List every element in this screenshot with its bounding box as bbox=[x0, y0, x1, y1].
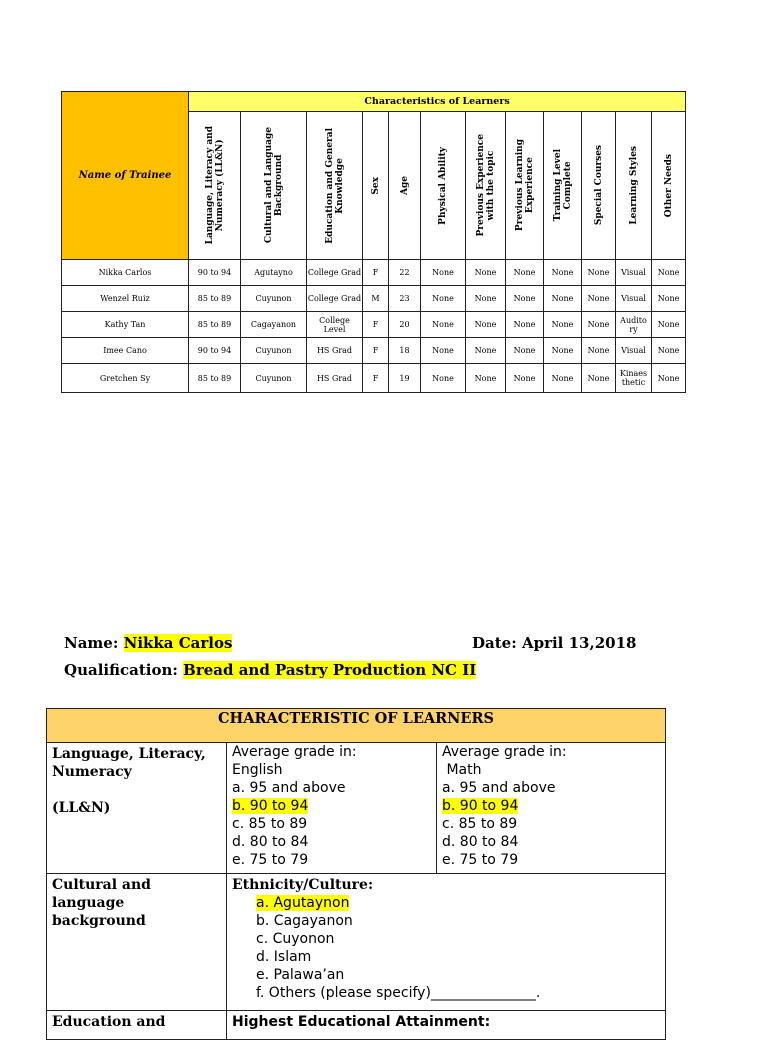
table-cell: F bbox=[363, 312, 389, 338]
table-cell: None bbox=[421, 286, 466, 312]
column-header-line: Previous Learning bbox=[514, 139, 525, 232]
option-item bbox=[232, 966, 660, 984]
column-header-line: Language, Literacy and bbox=[204, 126, 215, 245]
table-cell: HS Grad bbox=[307, 338, 363, 364]
table-cell: 90 to 94 bbox=[189, 260, 241, 286]
column-header bbox=[544, 112, 582, 260]
table-cell: None bbox=[652, 338, 686, 364]
column-header-line: Numeracy (LL&N) bbox=[214, 139, 225, 232]
qualification-line bbox=[64, 661, 476, 679]
table-cell: None bbox=[466, 286, 506, 312]
column-header bbox=[421, 112, 466, 260]
english-grade-options bbox=[227, 743, 437, 874]
table-cell: 20 bbox=[389, 312, 421, 338]
column-header bbox=[616, 112, 652, 260]
name-of-trainee-header: Name of Trainee bbox=[62, 92, 189, 260]
trainee-name-line bbox=[64, 634, 232, 652]
table-cell: None bbox=[544, 364, 582, 393]
culture-label-line: Cultural and bbox=[52, 877, 151, 893]
table-cell: Cuyunon bbox=[241, 338, 307, 364]
date-line: Date: April 13,2018 bbox=[472, 634, 637, 652]
characteristic-form-table bbox=[46, 708, 666, 1040]
table-cell: Cagayanon bbox=[241, 312, 307, 338]
table-cell: None bbox=[506, 286, 544, 312]
option-item bbox=[442, 851, 660, 869]
table-cell: 85 to 89 bbox=[189, 312, 241, 338]
table-cell: None bbox=[652, 286, 686, 312]
table-cell: 85 to 89 bbox=[189, 286, 241, 312]
characteristic-title: CHARACTERISTIC OF LEARNERS bbox=[47, 709, 666, 743]
option-text: e. 75 to 79 bbox=[442, 852, 519, 868]
education-label: Education and bbox=[47, 1011, 227, 1040]
table-cell: None bbox=[421, 312, 466, 338]
table-cell: 90 to 94 bbox=[189, 338, 241, 364]
table-cell: None bbox=[544, 338, 582, 364]
table-cell: None bbox=[421, 260, 466, 286]
culture-label bbox=[47, 874, 227, 1011]
lln-label-line: Language, Literacy, bbox=[52, 746, 206, 762]
table-cell: None bbox=[466, 312, 506, 338]
table-cell: None bbox=[582, 364, 616, 393]
trainee-name-cell: Gretchen Sy bbox=[62, 364, 189, 393]
option-text: e. 75 to 79 bbox=[232, 852, 309, 868]
table-cell: Kinaes thetic bbox=[616, 364, 652, 393]
lln-label-line bbox=[52, 781, 221, 799]
table-row bbox=[62, 364, 686, 393]
option-text: c. Cuyonon bbox=[256, 931, 335, 947]
lln-label-line: (LL&N) bbox=[52, 800, 111, 816]
option-item bbox=[442, 815, 660, 833]
table-cell: None bbox=[506, 338, 544, 364]
column-header-line: Other Needs bbox=[663, 153, 674, 218]
selected-option-text: b. 90 to 94 bbox=[232, 798, 309, 814]
column-header-line: Training Level bbox=[552, 149, 563, 222]
table-cell: Cuyunon bbox=[241, 364, 307, 393]
column-header bbox=[582, 112, 616, 260]
table-cell: 22 bbox=[389, 260, 421, 286]
table-cell: Cuyunon bbox=[241, 286, 307, 312]
table-cell: HS Grad bbox=[307, 364, 363, 393]
option-item bbox=[232, 815, 431, 833]
option-text: a. 95 and above bbox=[232, 780, 346, 796]
option-item bbox=[232, 984, 660, 1002]
english-heading: Average grade in: bbox=[232, 744, 357, 760]
table-cell: None bbox=[421, 364, 466, 393]
table-cell: Visual bbox=[616, 338, 652, 364]
option-text: e. Palawa’an bbox=[256, 967, 345, 983]
qualification-label: Qualification: bbox=[64, 661, 184, 679]
table-cell: None bbox=[544, 312, 582, 338]
column-header bbox=[652, 112, 686, 260]
trainee-name-cell: Kathy Tan bbox=[62, 312, 189, 338]
option-text: d. 80 to 84 bbox=[232, 834, 309, 850]
column-header bbox=[466, 112, 506, 260]
option-text: c. 85 to 89 bbox=[442, 816, 518, 832]
table-row bbox=[62, 286, 686, 312]
table-cell: M bbox=[363, 286, 389, 312]
table-cell: 85 to 89 bbox=[189, 364, 241, 393]
table-cell: None bbox=[466, 364, 506, 393]
education-heading: Highest Educational Attainment: bbox=[227, 1011, 666, 1040]
column-header-line: Previous Experience bbox=[475, 134, 486, 237]
option-item bbox=[232, 833, 431, 851]
option-text: d. Islam bbox=[256, 949, 312, 965]
column-header-line: Special Courses bbox=[593, 145, 604, 226]
column-header bbox=[241, 112, 307, 260]
table-cell: 18 bbox=[389, 338, 421, 364]
table-cell: College Grad bbox=[307, 286, 363, 312]
table-row bbox=[62, 312, 686, 338]
selected-option-text: a. Agutaynon bbox=[256, 895, 350, 911]
table-cell: F bbox=[363, 260, 389, 286]
trainee-name-cell: Wenzel Ruiz bbox=[62, 286, 189, 312]
english-subject: English bbox=[232, 762, 283, 778]
table-cell: None bbox=[652, 312, 686, 338]
lln-label bbox=[47, 743, 227, 874]
table-cell: None bbox=[466, 338, 506, 364]
ethnicity-options bbox=[227, 874, 666, 1011]
column-header bbox=[506, 112, 544, 260]
option-item bbox=[232, 851, 431, 869]
table-cell: None bbox=[506, 312, 544, 338]
option-item bbox=[442, 797, 660, 815]
option-text: b. Cagayanon bbox=[256, 913, 353, 929]
table-cell: F bbox=[363, 364, 389, 393]
column-header-line: Education and General bbox=[324, 127, 335, 244]
name-value: Nikka Carlos bbox=[123, 634, 233, 652]
option-item bbox=[442, 833, 660, 851]
option-item bbox=[232, 894, 660, 912]
table-cell: 19 bbox=[389, 364, 421, 393]
column-header-line: Learning Styles bbox=[628, 146, 639, 225]
option-text: c. 85 to 89 bbox=[232, 816, 308, 832]
column-header-line: with the topic bbox=[485, 150, 496, 221]
table-cell: None bbox=[466, 260, 506, 286]
table-cell: College Level bbox=[307, 312, 363, 338]
column-header-line: Complete bbox=[562, 161, 573, 210]
trainee-name-cell: Nikka Carlos bbox=[62, 260, 189, 286]
math-grade-options bbox=[437, 743, 666, 874]
column-header-line: Sex bbox=[370, 176, 381, 195]
table-cell: None bbox=[421, 338, 466, 364]
option-item bbox=[232, 779, 431, 797]
column-header-line: Age bbox=[399, 175, 410, 195]
table-cell: None bbox=[582, 338, 616, 364]
name-label: Name: bbox=[64, 634, 124, 652]
table-cell: Agutayno bbox=[241, 260, 307, 286]
column-header-line: Knowledge bbox=[334, 157, 345, 214]
column-header-line: Cultural and Language bbox=[263, 127, 274, 244]
culture-label-line: background bbox=[52, 913, 146, 929]
column-header bbox=[307, 112, 363, 260]
option-text: a. 95 and above bbox=[442, 780, 556, 796]
table-cell: None bbox=[652, 364, 686, 393]
column-header-line: Background bbox=[273, 154, 284, 217]
option-item bbox=[232, 912, 660, 930]
qualification-value: Bread and Pastry Production NC II bbox=[183, 661, 477, 679]
lln-label-line: Numeracy bbox=[52, 764, 132, 780]
table-cell: None bbox=[506, 364, 544, 393]
table-cell: None bbox=[544, 286, 582, 312]
option-text: f. Others (please specify)_______________. bbox=[256, 985, 541, 1001]
learners-characteristics-table bbox=[61, 91, 686, 393]
trainee-name-cell: Imee Cano bbox=[62, 338, 189, 364]
table-row bbox=[62, 338, 686, 364]
table-cell: None bbox=[544, 260, 582, 286]
table-cell: None bbox=[582, 312, 616, 338]
table-cell: None bbox=[582, 286, 616, 312]
column-header-line: Physical Ability bbox=[438, 146, 448, 225]
table-row bbox=[62, 260, 686, 286]
characteristics-header: Characteristics of Learners bbox=[189, 92, 686, 112]
column-header bbox=[389, 112, 421, 260]
option-text: d. 80 to 84 bbox=[442, 834, 519, 850]
option-item bbox=[442, 779, 660, 797]
table-cell: None bbox=[652, 260, 686, 286]
option-item bbox=[232, 797, 431, 815]
option-item bbox=[232, 948, 660, 966]
table-cell: 23 bbox=[389, 286, 421, 312]
table-cell: F bbox=[363, 338, 389, 364]
selected-option-text: b. 90 to 94 bbox=[442, 798, 519, 814]
table-cell: Audito ry bbox=[616, 312, 652, 338]
ethnicity-heading: Ethnicity/Culture: bbox=[232, 877, 374, 893]
table-cell: None bbox=[582, 260, 616, 286]
table-cell: Visual bbox=[616, 286, 652, 312]
math-subject: Math bbox=[442, 762, 482, 778]
column-header-line: Experience bbox=[524, 157, 535, 214]
column-header bbox=[363, 112, 389, 260]
table-cell: College Grad bbox=[307, 260, 363, 286]
table-cell: None bbox=[506, 260, 544, 286]
option-item bbox=[232, 930, 660, 948]
culture-label-line: language bbox=[52, 895, 125, 911]
column-header bbox=[189, 112, 241, 260]
math-heading: Average grade in: bbox=[442, 744, 567, 760]
table-cell: Visual bbox=[616, 260, 652, 286]
